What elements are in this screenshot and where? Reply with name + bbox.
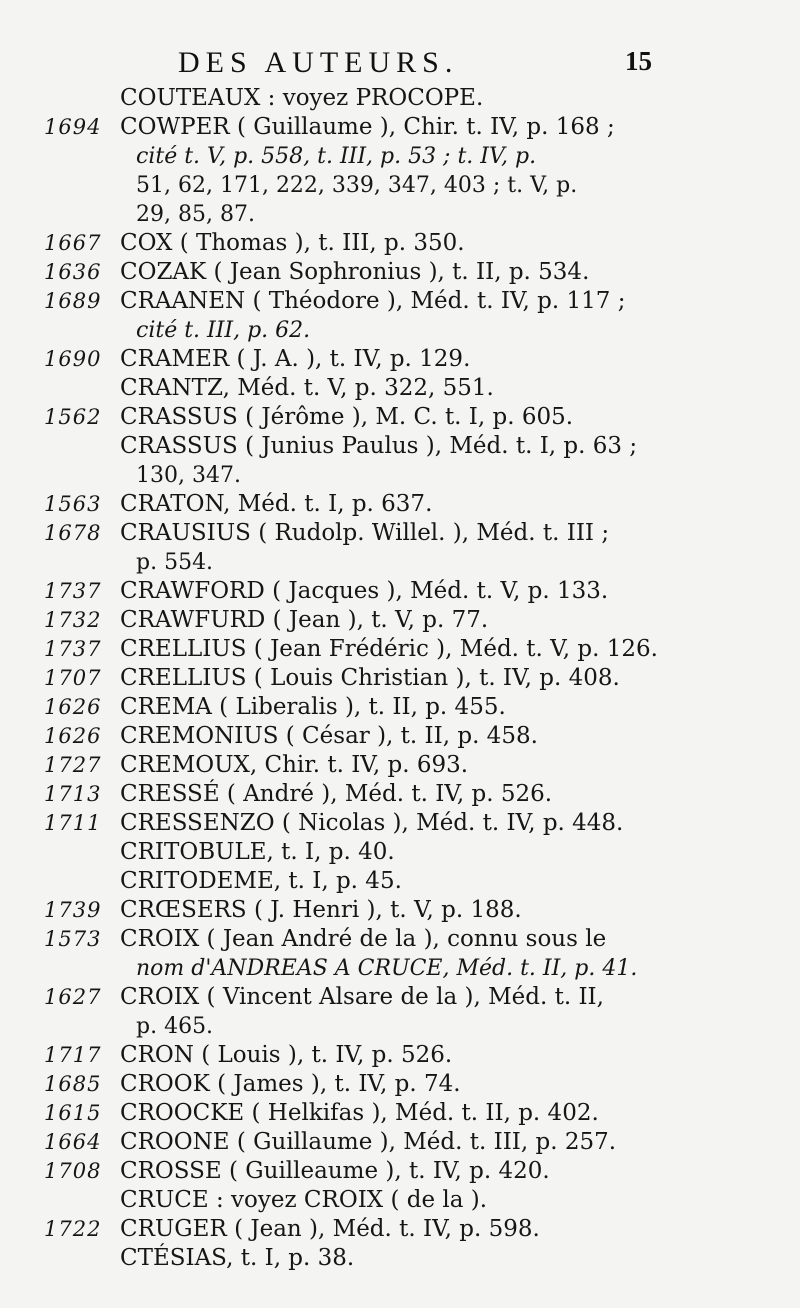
entry-text: CRAANEN ( Théodore ), Méd. t. IV, p. 117 ; <box>120 288 626 314</box>
index-entry <box>0 432 800 490</box>
index-entry <box>0 490 800 519</box>
entry-text: CRITODEME, t. I, p. 45. <box>120 868 402 894</box>
entry-text: CREMOUX, Chir. t. IV, p. 693. <box>120 752 469 778</box>
entry-year: 1727 <box>44 753 102 777</box>
index-entry <box>0 635 800 664</box>
page-header <box>0 42 800 82</box>
entry-text: CROONE ( Guillaume ), Méd. t. III, p. 257. <box>120 1129 617 1155</box>
index-entry <box>0 1215 800 1244</box>
entry-year: 1685 <box>44 1072 102 1096</box>
entry-continuation: 51, 62, 171, 222, 339, 347, 403 ; t. V, p. <box>136 173 578 198</box>
entry-year: 1562 <box>44 405 102 429</box>
entry-text: CROIX ( Vincent Alsare de la ), Méd. t. II, <box>120 984 604 1010</box>
entry-text: CRESSÉ ( André ), Méd. t. IV, p. 526. <box>120 781 553 807</box>
index-entry <box>0 722 800 751</box>
entry-text: CRUGER ( Jean ), Méd. t. IV, p. 598. <box>120 1216 540 1242</box>
entry-year: 1708 <box>44 1159 102 1183</box>
entry-text: CROSSE ( Guilleaume ), t. IV, p. 420. <box>120 1158 550 1184</box>
index-entry <box>0 1128 800 1157</box>
index-entry <box>0 84 800 113</box>
index-entry <box>0 751 800 780</box>
entry-text: CRELLIUS ( Jean Frédéric ), Méd. t. V, p. 126. <box>120 636 658 662</box>
entry-continuation: cité t. III, p. 62. <box>136 318 311 343</box>
entry-continuation: nom d'ANDREAS A CRUCE, Méd. t. II, p. 41. <box>136 956 638 981</box>
entry-text: CRON ( Louis ), t. IV, p. 526. <box>120 1042 453 1068</box>
entry-continuation: p. 465. <box>136 1014 214 1039</box>
index-entry <box>0 1099 800 1128</box>
entry-text: CRESSENZO ( Nicolas ), Méd. t. IV, p. 448. <box>120 810 624 836</box>
entry-text: CRATON, Méd. t. I, p. 637. <box>120 491 433 517</box>
index-entry <box>0 403 800 432</box>
entry-year: 1694 <box>44 115 102 139</box>
entry-text: CRAWFORD ( Jacques ), Méd. t. V, p. 133. <box>120 578 609 604</box>
index-entry <box>0 925 800 983</box>
entry-year: 1707 <box>44 666 102 690</box>
index-entry <box>0 693 800 722</box>
entry-text: CRUCE : voyez CROIX ( de la ). <box>120 1187 488 1213</box>
index-entry <box>0 1186 800 1215</box>
index-entry <box>0 896 800 925</box>
index-entry <box>0 780 800 809</box>
entry-year: 1664 <box>44 1130 102 1154</box>
entry-text: CROOK ( James ), t. IV, p. 74. <box>120 1071 461 1097</box>
entry-year: 1615 <box>44 1101 102 1125</box>
entry-year: 1627 <box>44 985 102 1009</box>
entry-continuation: 130, 347. <box>136 463 241 488</box>
entry-text: CRASSUS ( Junius Paulus ), Méd. t. I, p. 63 ; <box>120 433 638 459</box>
index-entry <box>0 664 800 693</box>
entry-year: 1636 <box>44 260 102 284</box>
entry-text: CRITOBULE, t. I, p. 40. <box>120 839 395 865</box>
entry-text: COX ( Thomas ), t. III, p. 350. <box>120 230 465 256</box>
entry-text: COUTEAUX : voyez PROCOPE. <box>120 85 484 111</box>
entry-text: CREMONIUS ( César ), t. II, p. 458. <box>120 723 538 749</box>
entry-text: CREMA ( Liberalis ), t. II, p. 455. <box>120 694 506 720</box>
index-entry <box>0 287 800 345</box>
entry-continuation: cité t. V, p. 558, t. III, p. 53 ; t. IV, p. <box>136 144 537 169</box>
entry-year: 1689 <box>44 289 102 313</box>
entry-year: 1678 <box>44 521 102 545</box>
index-entry <box>0 809 800 838</box>
entry-text: CTÉSIAS, t. I, p. 38. <box>120 1245 355 1271</box>
entry-text: CRASSUS ( Jérôme ), M. C. t. I, p. 605. <box>120 404 574 430</box>
index-entry <box>0 1244 800 1273</box>
index-entry <box>0 1157 800 1186</box>
entry-text: CROOCKE ( Helkifas ), Méd. t. II, p. 402. <box>120 1100 599 1126</box>
entry-year: 1717 <box>44 1043 102 1067</box>
index-entry <box>0 577 800 606</box>
entry-year: 1667 <box>44 231 102 255</box>
page-number: 15 <box>625 46 652 76</box>
entry-year: 1626 <box>44 695 102 719</box>
entry-continuation: 29, 85, 87. <box>136 202 255 227</box>
entry-year: 1739 <box>44 898 102 922</box>
index-entry <box>0 374 800 403</box>
entry-year: 1573 <box>44 927 102 951</box>
entry-text: CRAWFURD ( Jean ), t. V, p. 77. <box>120 607 489 633</box>
entry-year: 1737 <box>44 637 102 661</box>
entry-year: 1732 <box>44 608 102 632</box>
index-entry <box>0 345 800 374</box>
index-entry <box>0 606 800 635</box>
entry-year: 1563 <box>44 492 102 516</box>
entry-text: CROIX ( Jean André de la ), connu sous le <box>120 926 607 952</box>
index-entry <box>0 229 800 258</box>
entry-text: CRANTZ, Méd. t. V, p. 322, 551. <box>120 375 494 401</box>
entry-year: 1722 <box>44 1217 102 1241</box>
index-entry <box>0 983 800 1041</box>
entry-year: 1690 <box>44 347 102 371</box>
entry-year: 1737 <box>44 579 102 603</box>
index-entry <box>0 258 800 287</box>
index-entry <box>0 1070 800 1099</box>
index-entry <box>0 1041 800 1070</box>
entry-text: CRELLIUS ( Louis Christian ), t. IV, p. 408. <box>120 665 620 691</box>
running-head: DES AUTEURS. <box>178 46 459 79</box>
entry-year: 1711 <box>44 811 102 835</box>
entry-text: CRŒSERS ( J. Henri ), t. V, p. 188. <box>120 897 522 923</box>
index-entry <box>0 519 800 577</box>
index-entry <box>0 867 800 896</box>
entry-text: COZAK ( Jean Sophronius ), t. II, p. 534. <box>120 259 590 285</box>
entry-continuation: p. 554. <box>136 550 214 575</box>
entry-year: 1626 <box>44 724 102 748</box>
entry-text: CRAUSIUS ( Rudolp. Willel. ), Méd. t. III ; <box>120 520 610 546</box>
entry-text: CRAMER ( J. A. ), t. IV, p. 129. <box>120 346 471 372</box>
index-entry <box>0 113 800 229</box>
index-entry <box>0 838 800 867</box>
entry-text: COWPER ( Guillaume ), Chir. t. IV, p. 168 ; <box>120 114 615 140</box>
entry-year: 1713 <box>44 782 102 806</box>
author-index <box>0 84 800 1273</box>
